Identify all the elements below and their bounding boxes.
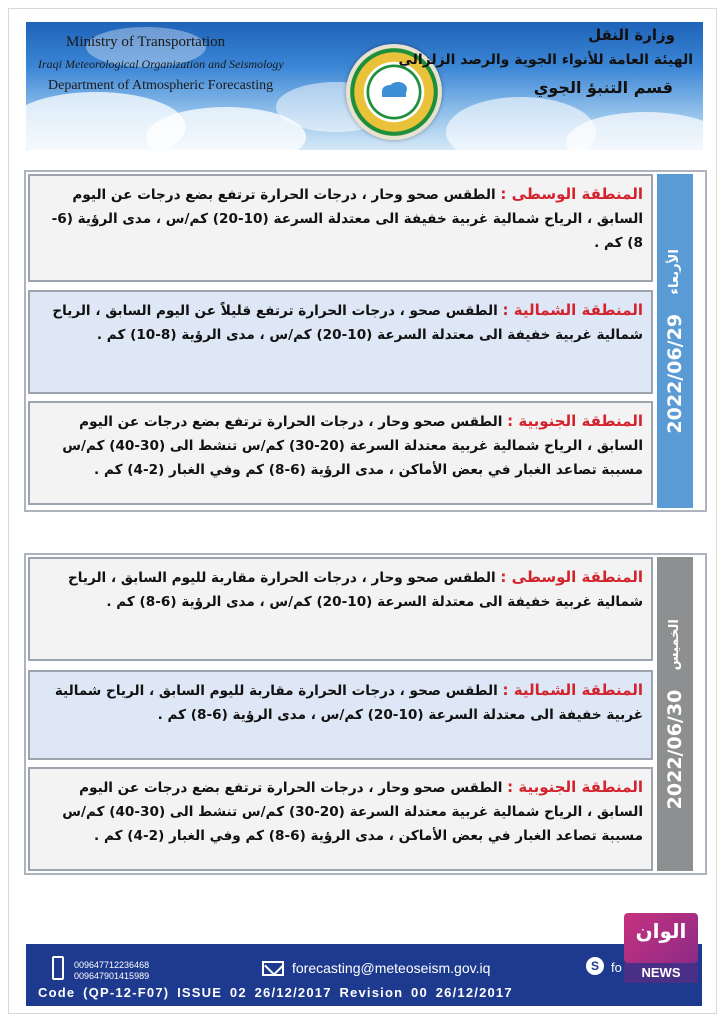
document-code: Code (QP-12-F07) ISSUE 02 26/12/2017 Revision 00 26/12/2017 xyxy=(38,985,513,1000)
region-name: المنطقة الجنوبية xyxy=(518,412,643,430)
mail-icon xyxy=(262,961,284,976)
date-label: 2022/06/30 xyxy=(664,689,686,810)
cloud-logo-icon xyxy=(380,80,408,98)
ministry-title-en: Ministry of Transportation xyxy=(66,34,226,50)
email-link[interactable]: forecasting@meteoseism.gov.iq xyxy=(292,960,491,976)
region-forecast: الطقس صحو وحار ، درجات الحرارة ترتفع بضع درجات عن اليوم السابق ، الرياح شمالية غربية معتدلة السرعة (20-30) كم/س تنشط الى (30-40) كم/س مسببة تصاعد الغبار في بعض الأماكن ، مدى الرؤية (6-8) كم وفي الغبار (2-4) كم . xyxy=(62,414,643,478)
date-bar-day-2 xyxy=(657,557,693,871)
region-central-day-2 xyxy=(28,557,653,661)
region-name: المنطقة الوسطى xyxy=(511,185,643,203)
phone-number-2: 009647901415989 xyxy=(74,971,150,981)
region-name: المنطقة الوسطى xyxy=(511,568,643,586)
organization-title-ar: الهيئة العامة للأنواء الجوية والرصد الزلزالي xyxy=(398,52,693,68)
region-colon: : xyxy=(500,568,512,586)
region-forecast: الطقس صحو وحار ، درجات الحرارة ترتفع بضع درجات عن اليوم السابق ، الرياح شمالية غربية خفيفة الى معتدلة السرعة (10-20) كم/س ، مدى الرؤية (6-8) كم . xyxy=(51,187,643,251)
region-forecast: الطقس صحو ، درجات الحرارة ترتفع قليلاً عن اليوم السابق ، الرياح شمالية غربية خفيفة الى معتدلة السرعة (10-20) كم/س ، مدى الرؤية (8-10) كم . xyxy=(52,303,643,343)
date-bar-day-1 xyxy=(657,174,693,508)
region-colon: : xyxy=(507,412,519,430)
region-south-day-2 xyxy=(28,767,653,871)
region-forecast: الطقس صحو وحار ، درجات الحرارة ترتفع بضع درجات عن اليوم السابق ، الرياح شمالية غربية معتدلة السرعة (20-30) كم/س تنشط الى (30-40) كم/س مسببة تصاعد الغبار في بعض الأماكن ، مدى الرؤية (6-8) كم وفي الغبار (2-4) كم . xyxy=(62,780,643,844)
region-forecast: الطقس صحو ، درجات الحرارة مقاربة لليوم السابق ، الرياح شمالية غربية خفيفة الى معتدلة السرعة (10-20) كم/س ، مدى الرؤية (6-8) كم . xyxy=(54,683,643,723)
region-colon: : xyxy=(502,681,514,699)
phone-numbers xyxy=(74,960,149,982)
region-name: المنطقة الشمالية xyxy=(513,681,643,699)
region-colon: : xyxy=(507,778,519,796)
region-name: المنطقة الجنوبية xyxy=(518,778,643,796)
header-banner xyxy=(26,22,703,150)
region-forecast: الطقس صحو وحار ، درجات الحرارة مقاربة لليوم السابق ، الرياح شمالية غربية خفيفة الى معتدلة السرعة (10-20) كم/س ، مدى الرؤية (6-8) كم . xyxy=(67,570,643,610)
department-title-ar: قسم التنبؤ الجوي xyxy=(533,78,673,97)
region-north-day-2 xyxy=(28,670,653,760)
date-label: 2022/06/29 xyxy=(664,313,686,434)
phone-number-1: 009647712236468 xyxy=(74,960,150,970)
news-watermark-logo xyxy=(624,913,698,983)
region-north-day-1 xyxy=(28,290,653,394)
region-south-day-1 xyxy=(28,401,653,505)
watermark-arabic-text: الوان xyxy=(635,919,687,943)
region-name: المنطقة الشمالية xyxy=(513,301,643,319)
region-colon: : xyxy=(502,301,514,319)
weekday-label: الخميس xyxy=(667,618,682,670)
department-title-en: Department of Atmospheric Forecasting xyxy=(48,78,274,93)
skype-handle: fo xyxy=(611,960,622,975)
organization-title-en: Iraqi Meteorological Organization and Seismology xyxy=(38,57,284,71)
ministry-title-ar: وزارة النقل xyxy=(588,26,675,44)
phone-icon xyxy=(52,956,64,980)
region-colon: : xyxy=(500,185,512,203)
footer-bar xyxy=(26,944,702,1006)
region-central-day-1 xyxy=(28,174,653,282)
watermark-news-text: NEWS xyxy=(624,963,698,983)
skype-icon: S xyxy=(586,957,604,975)
weekday-label: الأربعاء xyxy=(667,248,682,295)
